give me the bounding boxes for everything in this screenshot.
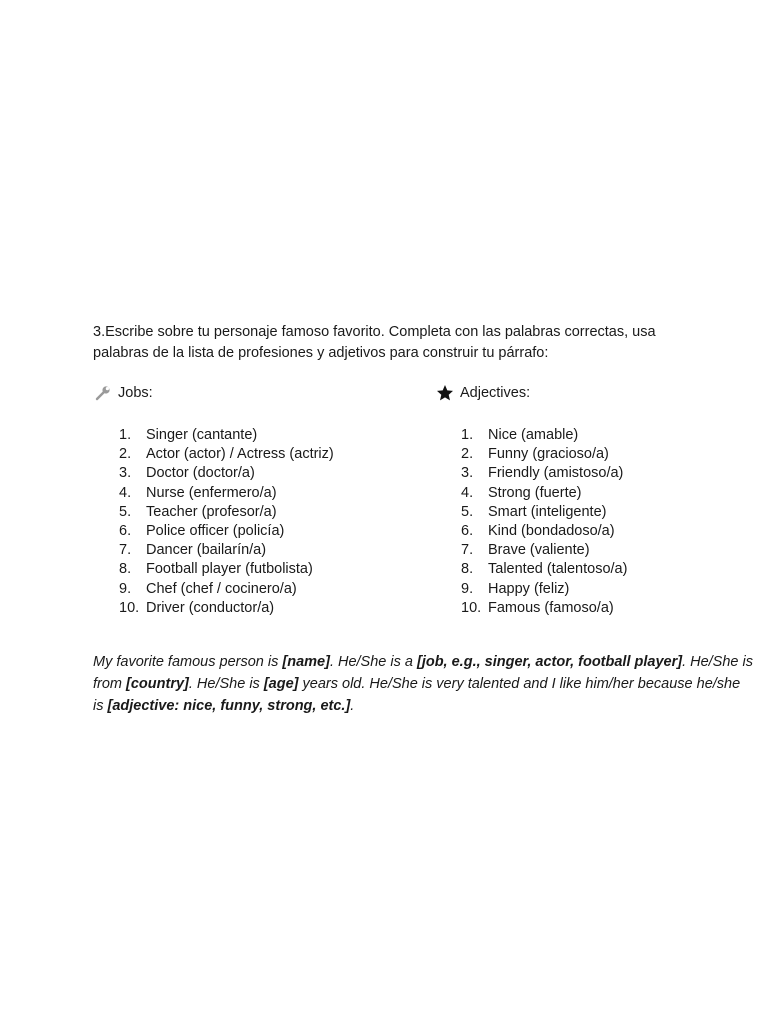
jobs-list bbox=[119, 426, 334, 618]
list-item: 6. Police officer (policía) bbox=[119, 523, 285, 540]
list-item: 7. Dancer (bailarín/a) bbox=[119, 542, 267, 559]
list-item: 5. Teacher (profesor/a) bbox=[119, 503, 277, 520]
list-item: 6. Kind (bondadoso/a) bbox=[461, 523, 615, 540]
placeholder-name: [name] bbox=[282, 653, 330, 670]
star-icon bbox=[436, 384, 454, 402]
wrench-icon bbox=[94, 384, 112, 402]
placeholder-job: [job, e.g., singer, actor, football player] bbox=[416, 653, 683, 670]
placeholder-age: [age] bbox=[263, 675, 299, 692]
list-item: 3. Doctor (doctor/a) bbox=[119, 465, 255, 482]
list-item: 8. Talented (talentoso/a) bbox=[461, 561, 628, 578]
jobs-heading-label: Jobs: bbox=[118, 385, 153, 401]
list-item: 1. Singer (cantante) bbox=[119, 427, 258, 443]
placeholder-country: [country] bbox=[126, 675, 189, 692]
list-item: 9. Chef (chef / cocinero/a) bbox=[119, 580, 297, 597]
jobs-heading bbox=[94, 383, 153, 403]
list-item: 9. Happy (feliz) bbox=[461, 580, 570, 597]
list-item: 4. Nurse (enfermero/a) bbox=[119, 484, 277, 501]
list-item: 4. Strong (fuerte) bbox=[461, 484, 582, 501]
adjectives-heading-label: Adjectives: bbox=[460, 385, 531, 401]
instructions-line-2: palabras de la lista de profesiones y adjetivos para construir tu párrafo: bbox=[93, 345, 549, 361]
list-item: 5. Smart (inteligente) bbox=[461, 503, 607, 520]
list-item: 8. Football player (futbolista) bbox=[119, 561, 313, 578]
list-item: 10. Driver (conductor/a) bbox=[119, 599, 275, 616]
list-item: 2. Actor (actor) / Actress (actriz) bbox=[119, 446, 334, 463]
list-item: 3. Friendly (amistoso/a) bbox=[461, 465, 624, 482]
instructions bbox=[93, 322, 733, 364]
adjectives-heading bbox=[436, 383, 530, 403]
adjectives-list bbox=[461, 426, 627, 618]
template-paragraph: My favorite famous person is [name]. He/She is a [job, e.g., singer, actor, football player]. He/She is from [country]. He/She is [age] years old. He/She is very talented and I like him/her because he/she is [adjective: nice, funny, strong, etc.]. bbox=[93, 653, 753, 714]
list-item: 2. Funny (gracioso/a) bbox=[461, 446, 609, 463]
instructions-line-1: 3.Escribe sobre tu personaje famoso favorito. Completa con las palabras correctas, usa bbox=[93, 324, 656, 340]
list-item: 10. Famous (famoso/a) bbox=[461, 599, 614, 616]
placeholder-adjective: [adjective: nice, funny, strong, etc.] bbox=[107, 697, 351, 714]
list-item: 1. Nice (amable) bbox=[461, 427, 579, 443]
list-item: 7. Brave (valiente) bbox=[461, 542, 590, 559]
